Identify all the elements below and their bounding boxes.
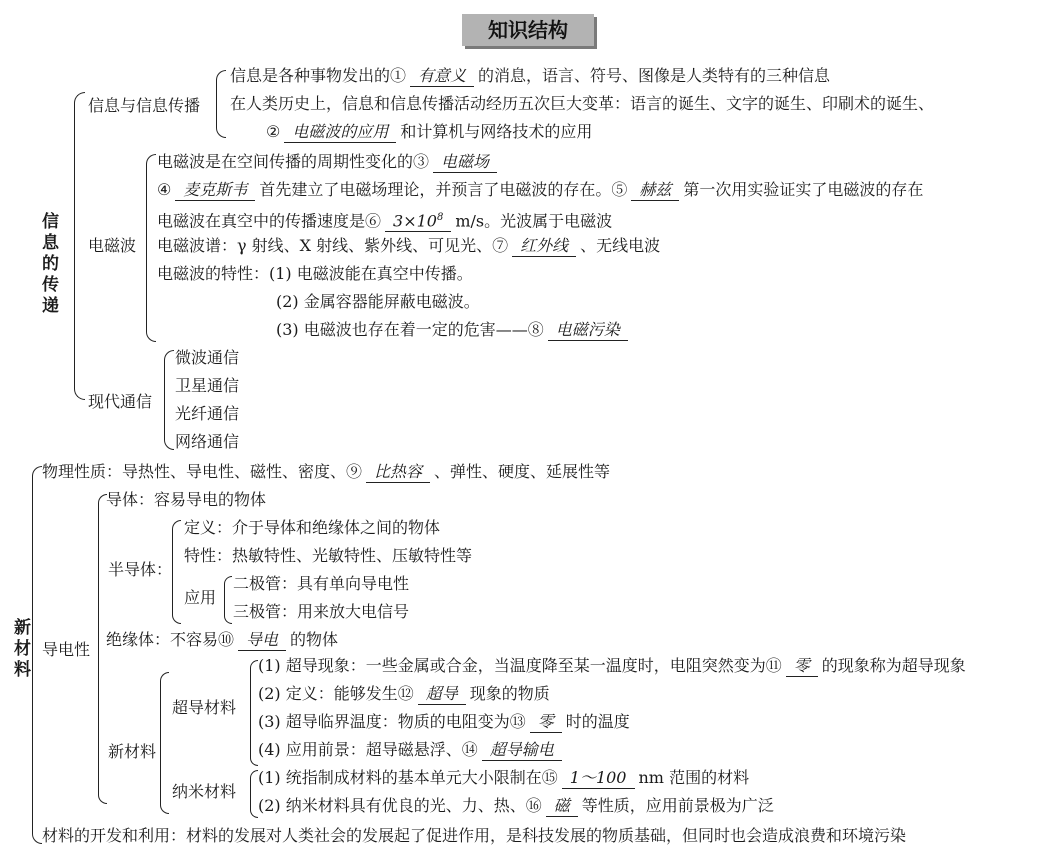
- super-line-2: (2) 定义：能够发生⑫ 超导 现象的物质: [258, 684, 550, 703]
- em-line-7: (3) 电磁波也存在着一定的危害——⑧ 电磁污染: [276, 320, 632, 341]
- info-line-3: ② 电磁波的应用 和计算机与网络技术的应用: [266, 122, 593, 141]
- modern-comm-brace: [164, 350, 174, 450]
- em-line-6: (2) 金属容器能屏蔽电磁波。: [276, 292, 480, 311]
- answer-15: 1～100: [562, 768, 635, 789]
- new-material-label: 新材料: [108, 742, 157, 761]
- answer-2: 电磁波的应用: [284, 122, 396, 143]
- semiconductor-brace: [172, 520, 181, 624]
- nanomaterial-brace: [250, 770, 258, 818]
- super-line-3: (3) 超导临界温度：物质的电阻变为⑬ 零 时的温度: [258, 712, 630, 731]
- page-title: 知识结构: [462, 14, 594, 46]
- info-line-1: 信息是各种事物发出的① 有意义 的消息，语言、符号、图像是人类特有的三种信息: [230, 66, 831, 85]
- section1-brace: [74, 92, 85, 400]
- answer-5: 赫兹: [631, 180, 679, 201]
- em-wave-label: 电磁波: [88, 236, 137, 255]
- em-line-4: 电磁波谱：γ 射线、X 射线、紫外线、可见光、⑦ 红外线 、无线电波: [157, 236, 661, 255]
- conductivity-label: 导电性: [42, 640, 91, 659]
- answer-11: 零: [786, 656, 818, 677]
- nano-line-1: (1) 统指制成材料的基本单元大小限制在⑮ 1～100 nm 范围的材料: [258, 768, 750, 787]
- answer-4: 麦克斯韦: [175, 180, 255, 201]
- answer-13: 零: [530, 712, 562, 733]
- info-spread-brace: [216, 70, 226, 138]
- answer-3: 电磁场: [433, 152, 497, 173]
- semi-properties: 特性：热敏特性、光敏特性、压敏特性等: [184, 546, 473, 565]
- triode-line: 三极管：用来放大电信号: [233, 602, 410, 621]
- answer-12: 超导: [418, 684, 466, 705]
- semi-application-brace: [224, 576, 232, 624]
- semi-definition: 定义：介于导体和绝缘体之间的物体: [184, 518, 441, 537]
- answer-1: 有意义: [410, 66, 474, 87]
- answer-16: 磁: [546, 796, 578, 817]
- comm-item-microwave: 微波通信: [175, 348, 240, 367]
- super-line-4: (4) 应用前景：超导磁悬浮、⑭ 超导输电: [258, 740, 566, 761]
- answer-9: 比热容: [366, 462, 430, 483]
- info-line-2: 在人类历史上，信息和信息传播活动经历五次巨大变革：语言的诞生、文字的诞生、印刷术的诞生、: [230, 94, 935, 113]
- superconductor-label: 超导材料: [172, 698, 237, 717]
- superconductor-brace: [250, 660, 258, 766]
- em-wave-brace: [146, 154, 156, 342]
- em-line-1: 电磁波是在空间传播的周期性变化的③ 电磁场: [157, 152, 501, 173]
- answer-6: $3\times 10^8$: [385, 208, 451, 232]
- nano-line-2: (2) 纳米材料具有优良的光、力、热、⑯ 磁 等性质，应用前景极为广泛: [258, 796, 774, 815]
- section2-brace: [32, 466, 42, 844]
- em-line-3: 电磁波在真空中的传播速度是⑥ $3\times 10^8$ m/s。光波属于电磁波: [157, 208, 612, 232]
- physical-properties-line: 物理性质：导热性、导电性、磁性、密度、⑨ 比热容 、弹性、硬度、延展性等: [42, 462, 611, 481]
- new-material-brace: [160, 672, 169, 814]
- diode-line: 二极管：具有单向导电性: [233, 574, 410, 593]
- insulator-line: 绝缘体：不容易⑩ 导电 的物体: [106, 630, 339, 649]
- info-spread-label: 信息与信息传播: [88, 96, 201, 115]
- answer-14: 超导输电: [482, 740, 562, 761]
- comm-item-network: 网络通信: [175, 432, 240, 451]
- nanomaterial-label: 纳米材料: [172, 782, 237, 801]
- comm-item-fiber: 光纤通信: [175, 404, 240, 423]
- conductor-line: 导体：容易导电的物体: [106, 490, 267, 509]
- modern-comm-label: 现代通信: [88, 392, 153, 411]
- em-line-5: 电磁波的特性：(1) 电磁波能在真空中传播。: [157, 264, 473, 283]
- comm-item-satellite: 卫星通信: [175, 376, 240, 395]
- semi-application-label: 应用: [184, 588, 217, 607]
- section-label-new-materials: 新材料: [10, 618, 30, 681]
- semiconductor-label: 半导体：: [108, 560, 173, 579]
- material-development-line: 材料的开发和利用：材料的发展对人类社会的发展起了促进作用，是科技发展的物质基础，但同时也会造成浪费和环境污染: [42, 826, 907, 845]
- answer-10: 导电: [238, 630, 286, 651]
- answer-8: 电磁污染: [548, 320, 628, 341]
- em-line-2: ④ 麦克斯韦 首先建立了电磁场理论，并预言了电磁波的存在。⑤ 赫兹 第一次用实验证实了电磁波的存在: [157, 180, 924, 199]
- section-label-info-transfer: 信息的传递: [38, 212, 58, 317]
- super-line-1: (1) 超导现象：一些金属或合金，当温度降至某一温度时，电阻突然变为⑪ 零 的现象称为超导现象: [258, 656, 966, 675]
- answer-7: 红外线: [512, 236, 576, 257]
